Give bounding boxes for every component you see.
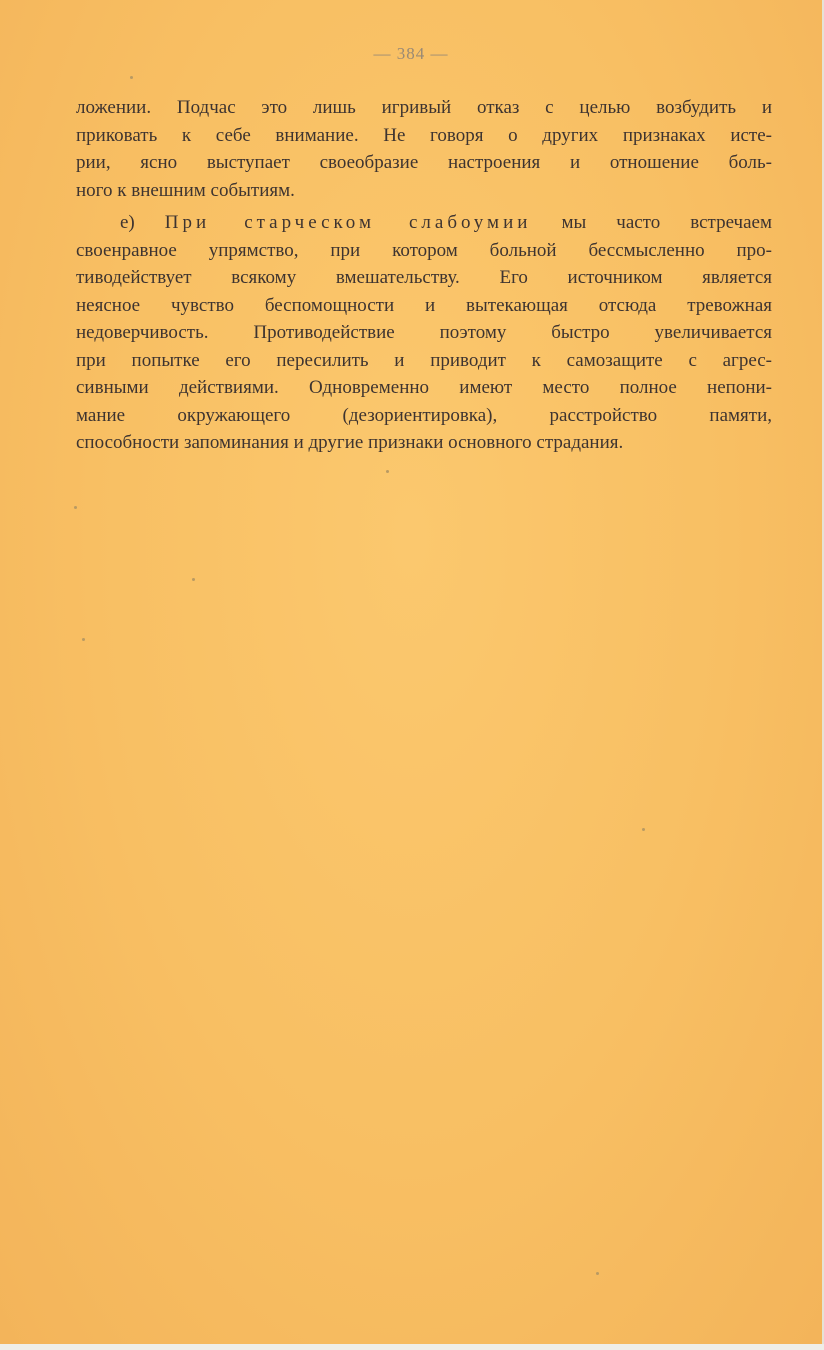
text-line: тиводействует всякому вмешательству. Его источником является	[76, 267, 772, 288]
page-number: — 384 —	[373, 44, 449, 63]
text-line: приковать к себе внимание. Не говоря о других признаках исте-	[76, 124, 772, 146]
paragraph-1	[76, 94, 772, 204]
text-line: ного к внешним событиям.	[76, 179, 295, 201]
line-continuation: мы часто встречаем	[561, 212, 772, 233]
paper-speck	[130, 76, 133, 79]
paragraph-2	[76, 209, 772, 457]
paper-speck	[386, 470, 389, 473]
text-line	[76, 209, 772, 237]
body-text	[76, 94, 772, 457]
text-line: при попытке его пересилить и приводит к самозащите с агрес-	[76, 349, 772, 371]
text-line: недоверчивость. Противодействие поэтому быстро увеличивается	[76, 322, 772, 343]
paper-speck	[596, 1272, 599, 1275]
text-line: ложении. Подчас это лишь игривый отказ с целью возбудить и	[76, 97, 772, 118]
text-line: неясное чувство беспомощности и вытекающая отсюда тревожная	[76, 294, 772, 316]
text-line: своенравное упрямство, при котором больной бессмысленно про-	[76, 239, 772, 261]
paper-speck	[74, 506, 77, 509]
text-line: мание окружающего (дезориентировка), расстройство памяти,	[76, 404, 772, 426]
text-line: сивными действиями. Одновременно имеют место полное непони-	[76, 377, 772, 398]
text-line: способности запоминания и другие признаки основного страдания.	[76, 432, 624, 453]
list-marker: е)	[120, 212, 135, 233]
paper-speck	[642, 828, 645, 831]
emphasized-term: При старческом слабоумии	[164, 212, 532, 233]
text-line: рии, ясно выступает своеобразие настроения и отношение боль-	[76, 152, 772, 173]
page-margin	[0, 1344, 824, 1350]
paper-speck	[82, 638, 85, 641]
paper-speck	[192, 578, 195, 581]
